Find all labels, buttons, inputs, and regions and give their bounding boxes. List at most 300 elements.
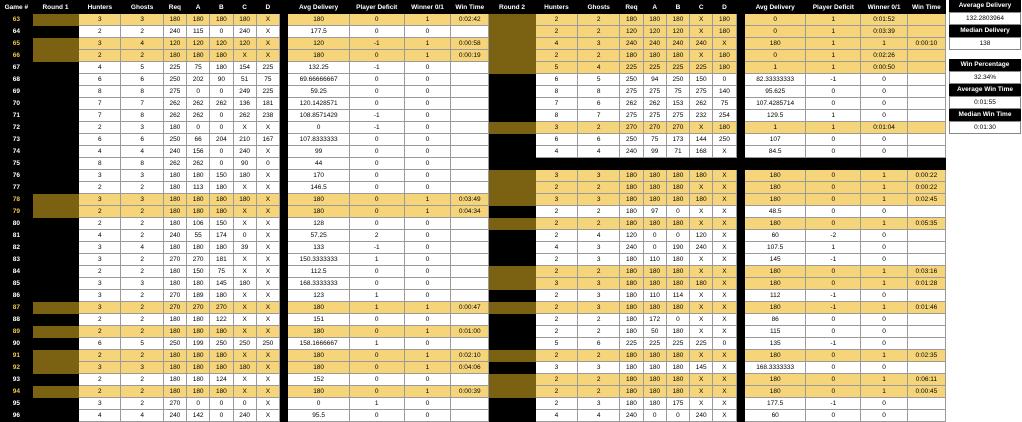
round2-winner-cell[interactable]: 0 [861,362,908,374]
round1-ghosts-cell[interactable]: 8 [121,158,163,170]
round2-winner-cell[interactable]: 1 [861,302,908,314]
round1-winner-cell[interactable]: 1 [404,194,451,206]
median-delivery-value[interactable]: 138 [949,37,1021,50]
round1-winner-cell[interactable]: 0 [404,26,451,38]
round2-b-cell[interactable]: 180 [666,254,689,266]
game-number-cell[interactable]: 82 [1,242,33,254]
round1-c-cell[interactable]: 120 [233,38,256,50]
round1-player-deficit-cell[interactable]: 1 [349,398,404,410]
round2-hunters-cell[interactable]: 2 [535,230,577,242]
round2-req-cell[interactable]: 240 [620,146,643,158]
round2-marker-cell[interactable] [489,374,536,386]
round2-winner-cell[interactable]: 1 [861,374,908,386]
round2-avg-delivery-cell[interactable]: 0 [745,26,806,38]
round1-d-cell[interactable]: X [256,122,279,134]
round2-winner-cell[interactable]: 0 [861,86,908,98]
round1-avg-delivery-cell[interactable]: 0 [288,122,349,134]
round1-hunters-cell[interactable]: 3 [79,254,121,266]
round1-c-cell[interactable]: X [233,350,256,362]
round2-avg-delivery-cell[interactable]: 180 [745,374,806,386]
round2-player-deficit-cell[interactable]: 0 [806,134,861,146]
round2-marker-cell[interactable] [489,254,536,266]
round1-ghosts-cell[interactable]: 4 [121,146,163,158]
round1-a-cell[interactable]: 262 [187,110,210,122]
round1-avg-delivery-cell[interactable]: 150.3333333 [288,254,349,266]
round2-req-cell[interactable]: 180 [620,182,643,194]
round1-c-cell[interactable]: 262 [233,110,256,122]
round1-winner-cell[interactable]: 0 [404,398,451,410]
round2-c-cell[interactable]: 145 [690,362,713,374]
round2-d-cell[interactable]: 0 [713,74,736,86]
round1-a-cell[interactable]: 270 [187,302,210,314]
round2-player-deficit-cell[interactable]: -2 [806,230,861,242]
round2-ghosts-cell[interactable]: 7 [578,110,620,122]
round1-player-deficit-cell[interactable]: -1 [349,38,404,50]
round2-a-cell[interactable]: 240 [643,38,666,50]
round2-player-deficit-cell[interactable]: 0 [806,350,861,362]
round2-a-cell[interactable]: 275 [643,86,666,98]
round2-c-cell[interactable]: X [690,218,713,230]
round2-ghosts-cell[interactable]: 2 [578,218,620,230]
round1-ghosts-cell[interactable]: 2 [121,26,163,38]
round1-player-deficit-cell[interactable]: -1 [349,62,404,74]
round2-winner-cell[interactable]: 0 [861,254,908,266]
round1-win-time-cell[interactable] [451,218,489,230]
round2-c-cell[interactable]: X [690,314,713,326]
round1-hunters-cell[interactable]: 3 [79,242,121,254]
round2-player-deficit-cell[interactable]: 1 [806,50,861,62]
round2-ghosts-cell[interactable]: 3 [578,362,620,374]
round1-winner-cell[interactable]: 0 [404,254,451,266]
round1-winner-cell[interactable]: 1 [404,50,451,62]
round1-avg-delivery-cell[interactable]: 180 [288,386,349,398]
round1-hunters-cell[interactable]: 3 [79,170,121,182]
round2-c-cell[interactable]: X [690,374,713,386]
round2-req-cell[interactable]: 250 [620,74,643,86]
round1-marker-cell[interactable] [32,26,79,38]
round1-a-cell[interactable]: 180 [187,326,210,338]
round2-marker-cell[interactable] [489,230,536,242]
round1-hunters-cell[interactable]: 4 [79,230,121,242]
round2-c-cell[interactable]: 240 [690,242,713,254]
round1-hunters-cell[interactable]: 4 [79,62,121,74]
round2-a-cell[interactable]: 0 [643,242,666,254]
column-header[interactable]: Req [620,1,643,14]
round2-req-cell[interactable]: 180 [620,290,643,302]
round1-player-deficit-cell[interactable]: 0 [349,386,404,398]
round2-a-cell[interactable]: 97 [643,206,666,218]
round1-b-cell[interactable]: 180 [210,182,233,194]
round1-marker-cell[interactable] [32,122,79,134]
round1-b-cell[interactable]: 180 [210,206,233,218]
round2-avg-delivery-cell[interactable]: 107.4285714 [745,98,806,110]
round2-avg-delivery-cell[interactable]: 86 [745,314,806,326]
round1-c-cell[interactable]: X [233,266,256,278]
round2-b-cell[interactable]: 180 [666,218,689,230]
round2-marker-cell[interactable] [489,14,536,26]
round1-a-cell[interactable]: 150 [187,266,210,278]
round1-d-cell[interactable]: 167 [256,134,279,146]
round1-ghosts-cell[interactable]: 2 [121,398,163,410]
round1-d-cell[interactable]: X [256,26,279,38]
round1-winner-cell[interactable]: 0 [404,98,451,110]
round1-a-cell[interactable]: 180 [187,278,210,290]
round2-req-cell[interactable]: 225 [620,338,643,350]
round2-win-time-cell[interactable]: 0:05:35 [907,218,945,230]
round1-avg-delivery-cell[interactable]: 108.8571429 [288,110,349,122]
round2-d-cell[interactable]: X [713,230,736,242]
median-win-time-value[interactable]: 0:01:30 [949,121,1021,134]
round1-c-cell[interactable]: 250 [233,338,256,350]
round1-avg-delivery-cell[interactable]: 95.5 [288,410,349,422]
round1-a-cell[interactable]: 262 [187,98,210,110]
round2-req-cell[interactable]: 180 [620,254,643,266]
round1-hunters-cell[interactable]: 3 [79,194,121,206]
round1-hunters-cell[interactable]: 2 [79,206,121,218]
round2-b-cell[interactable]: 190 [666,242,689,254]
round1-winner-cell[interactable]: 1 [404,206,451,218]
round1-winner-cell[interactable]: 1 [404,350,451,362]
round2-marker-cell[interactable] [489,314,536,326]
round2-d-cell[interactable]: X [713,194,736,206]
round1-d-cell[interactable]: X [256,374,279,386]
round2-ghosts-cell[interactable]: 3 [578,302,620,314]
round2-avg-delivery-cell[interactable]: 95.625 [745,86,806,98]
round2-req-cell[interactable]: 225 [620,62,643,74]
round1-req-cell[interactable]: 180 [163,314,186,326]
round1-hunters-cell[interactable]: 2 [79,182,121,194]
round1-win-time-cell[interactable]: 0:00:39 [451,386,489,398]
round2-avg-delivery-cell[interactable]: 129.5 [745,110,806,122]
round1-marker-cell[interactable] [32,386,79,398]
round2-a-cell[interactable]: 94 [643,74,666,86]
round2-b-cell[interactable]: 180 [666,194,689,206]
round1-player-deficit-cell[interactable]: 0 [349,146,404,158]
round1-player-deficit-cell[interactable]: 0 [349,26,404,38]
round1-marker-cell[interactable] [32,326,79,338]
round1-winner-cell[interactable]: 0 [404,374,451,386]
round2-win-time-cell[interactable]: 0:02:35 [907,350,945,362]
round1-a-cell[interactable]: 115 [187,26,210,38]
round2-b-cell[interactable]: 180 [666,182,689,194]
round2-hunters-cell[interactable]: 2 [535,386,577,398]
round1-ghosts-cell[interactable]: 3 [121,122,163,134]
round1-win-time-cell[interactable] [451,266,489,278]
round1-player-deficit-cell[interactable]: 0 [349,182,404,194]
round2-c-cell[interactable]: 180 [690,278,713,290]
round1-avg-delivery-cell[interactable]: 69.66666667 [288,74,349,86]
round1-hunters-cell[interactable]: 3 [79,290,121,302]
round2-hunters-cell[interactable]: 2 [535,302,577,314]
round1-req-cell[interactable]: 250 [163,74,186,86]
round2-ghosts-cell[interactable]: 2 [578,386,620,398]
round1-hunters-cell[interactable]: 2 [79,266,121,278]
round1-avg-delivery-cell[interactable]: 180 [288,50,349,62]
round1-d-cell[interactable]: X [256,146,279,158]
game-number-cell[interactable]: 91 [1,350,33,362]
round1-winner-cell[interactable]: 0 [404,146,451,158]
round2-b-cell[interactable]: 180 [666,326,689,338]
column-header[interactable]: Game # [1,1,33,14]
round1-avg-delivery-cell[interactable]: 59.25 [288,86,349,98]
game-number-cell[interactable]: 85 [1,278,33,290]
round1-req-cell[interactable]: 180 [163,326,186,338]
game-number-cell[interactable]: 77 [1,182,33,194]
round1-d-cell[interactable]: X [256,254,279,266]
round1-avg-delivery-cell[interactable]: 133 [288,242,349,254]
round1-req-cell[interactable]: 270 [163,254,186,266]
round1-player-deficit-cell[interactable]: 1 [349,338,404,350]
game-number-cell[interactable]: 89 [1,326,33,338]
round1-avg-delivery-cell[interactable]: 99 [288,146,349,158]
round1-avg-delivery-cell[interactable]: 44 [288,158,349,170]
round2-avg-delivery-cell[interactable]: 107 [745,134,806,146]
round2-hunters-cell[interactable]: 8 [535,86,577,98]
round1-hunters-cell[interactable]: 8 [79,158,121,170]
round2-winner-cell[interactable]: 0:00:50 [861,62,908,74]
round1-player-deficit-cell[interactable]: 1 [349,254,404,266]
round1-d-cell[interactable]: 75 [256,74,279,86]
round1-player-deficit-cell[interactable]: 0 [349,266,404,278]
round1-player-deficit-cell[interactable]: 0 [349,50,404,62]
round2-a-cell[interactable]: 180 [643,386,666,398]
round2-player-deficit-cell[interactable]: 0 [806,206,861,218]
game-number-cell[interactable]: 68 [1,74,33,86]
round2-winner-cell[interactable]: 1 [861,386,908,398]
round2-d-cell[interactable]: 250 [713,134,736,146]
round1-hunters-cell[interactable]: 6 [79,338,121,350]
round1-c-cell[interactable]: 240 [233,410,256,422]
round1-ghosts-cell[interactable]: 5 [121,338,163,350]
round1-c-cell[interactable]: 180 [233,278,256,290]
round1-b-cell[interactable]: 180 [210,194,233,206]
round2-b-cell[interactable]: 114 [666,290,689,302]
round1-b-cell[interactable]: 180 [210,14,233,26]
round1-winner-cell[interactable]: 0 [404,278,451,290]
round1-win-time-cell[interactable] [451,86,489,98]
round2-winner-cell[interactable]: 0 [861,74,908,86]
round1-win-time-cell[interactable] [451,182,489,194]
round2-b-cell[interactable]: 225 [666,338,689,350]
round1-hunters-cell[interactable]: 2 [79,374,121,386]
round1-b-cell[interactable]: 180 [210,386,233,398]
round2-b-cell[interactable]: 180 [666,50,689,62]
column-header[interactable]: A [187,1,210,14]
round1-marker-cell[interactable] [32,110,79,122]
round1-player-deficit-cell[interactable]: 0 [349,314,404,326]
column-header[interactable]: Hunters [535,1,577,14]
round1-a-cell[interactable]: 180 [187,170,210,182]
round1-marker-cell[interactable] [32,374,79,386]
round2-hunters-cell[interactable]: 2 [535,350,577,362]
round1-marker-cell[interactable] [32,14,79,26]
round1-player-deficit-cell[interactable]: 0 [349,134,404,146]
round1-req-cell[interactable]: 180 [163,350,186,362]
round2-player-deficit-cell[interactable]: 1 [806,110,861,122]
round1-req-cell[interactable]: 180 [163,194,186,206]
round2-win-time-cell[interactable] [907,110,945,122]
round1-a-cell[interactable]: 180 [187,386,210,398]
round2-d-cell[interactable]: 254 [713,110,736,122]
round1-c-cell[interactable]: 180 [233,362,256,374]
round2-req-cell[interactable]: 240 [620,410,643,422]
round2-player-deficit-cell[interactable]: 0 [806,182,861,194]
round1-avg-delivery-cell[interactable]: 180 [288,326,349,338]
round2-ghosts-cell[interactable]: 2 [578,326,620,338]
round2-winner-cell[interactable]: 0:01:04 [861,122,908,134]
round1-avg-delivery-cell[interactable]: 168.3333333 [288,278,349,290]
round2-a-cell[interactable]: 262 [643,98,666,110]
round1-req-cell[interactable]: 180 [163,242,186,254]
round2-a-cell[interactable]: 270 [643,122,666,134]
round1-ghosts-cell[interactable]: 3 [121,278,163,290]
round2-hunters-cell[interactable]: 2 [535,398,577,410]
round2-win-time-cell[interactable]: 0:00:22 [907,182,945,194]
round1-hunters-cell[interactable]: 4 [79,146,121,158]
round1-d-cell[interactable]: 0 [256,158,279,170]
round2-avg-delivery-cell[interactable]: 180 [745,194,806,206]
round2-winner-cell[interactable]: 1 [861,278,908,290]
round2-a-cell[interactable]: 120 [643,26,666,38]
round1-b-cell[interactable]: 180 [210,242,233,254]
round2-c-cell[interactable]: X [690,386,713,398]
round1-ghosts-cell[interactable]: 2 [121,326,163,338]
round1-d-cell[interactable]: X [256,170,279,182]
round1-marker-cell[interactable] [32,278,79,290]
round2-req-cell[interactable]: 120 [620,26,643,38]
round2-req-cell[interactable]: 180 [620,386,643,398]
round1-avg-delivery-cell[interactable]: 57.25 [288,230,349,242]
round2-c-cell[interactable]: 275 [690,86,713,98]
round2-c-cell[interactable]: X [690,350,713,362]
round2-b-cell[interactable]: 175 [666,398,689,410]
round1-player-deficit-cell[interactable]: 0 [349,86,404,98]
round2-marker-cell[interactable] [489,398,536,410]
round2-ghosts-cell[interactable]: 2 [578,314,620,326]
round1-a-cell[interactable]: 0 [187,122,210,134]
round2-b-cell[interactable]: 0 [666,410,689,422]
round1-a-cell[interactable]: 202 [187,74,210,86]
round1-marker-cell[interactable] [32,134,79,146]
round1-req-cell[interactable]: 240 [163,26,186,38]
column-header[interactable]: Round 2 [489,1,536,14]
round2-hunters-cell[interactable]: 2 [535,206,577,218]
round2-win-time-cell[interactable] [907,122,945,134]
round2-b-cell[interactable]: 71 [666,146,689,158]
round1-req-cell[interactable]: 180 [163,374,186,386]
round1-d-cell[interactable]: X [256,386,279,398]
round2-winner-cell[interactable]: 0 [861,398,908,410]
round2-avg-delivery-cell[interactable]: 112 [745,290,806,302]
round1-player-deficit-cell[interactable]: 0 [349,374,404,386]
round2-win-time-cell[interactable]: 0:06:11 [907,374,945,386]
round2-d-cell[interactable]: 0 [713,338,736,350]
round1-b-cell[interactable]: 180 [210,50,233,62]
round1-marker-cell[interactable] [32,206,79,218]
round2-avg-delivery-cell[interactable]: 60 [745,230,806,242]
round2-b-cell[interactable]: 180 [666,266,689,278]
round2-hunters-cell[interactable]: 2 [535,254,577,266]
round2-winner-cell[interactable]: 0 [861,314,908,326]
round1-c-cell[interactable]: 0 [233,398,256,410]
round2-ghosts-cell[interactable]: 3 [578,194,620,206]
round2-a-cell[interactable]: 180 [643,302,666,314]
round2-marker-cell[interactable] [489,86,536,98]
round2-hunters-cell[interactable]: 3 [535,194,577,206]
round1-avg-delivery-cell[interactable]: 107.8333333 [288,134,349,146]
round2-c-cell[interactable]: X [690,398,713,410]
round2-winner-cell[interactable]: 0 [861,110,908,122]
round2-c-cell[interactable]: 240 [690,410,713,422]
round1-b-cell[interactable]: 0 [210,158,233,170]
round1-b-cell[interactable]: 120 [210,38,233,50]
game-number-cell[interactable]: 83 [1,254,33,266]
round2-player-deficit-cell[interactable]: 1 [806,242,861,254]
round2-winner-cell[interactable]: 1 [861,218,908,230]
round1-marker-cell[interactable] [32,38,79,50]
round2-b-cell[interactable]: 180 [666,374,689,386]
round1-b-cell[interactable]: 174 [210,230,233,242]
column-header[interactable]: Player Deficit [806,1,861,14]
round2-player-deficit-cell[interactable]: 0 [806,314,861,326]
round1-c-cell[interactable]: X [233,314,256,326]
round2-win-time-cell[interactable] [907,290,945,302]
round1-winner-cell[interactable]: 0 [404,266,451,278]
round1-hunters-cell[interactable]: 3 [79,38,121,50]
round2-b-cell[interactable]: 180 [666,350,689,362]
round2-marker-cell[interactable] [489,290,536,302]
round2-avg-delivery-cell[interactable]: 177.5 [745,398,806,410]
round2-win-time-cell[interactable] [907,254,945,266]
round1-marker-cell[interactable] [32,242,79,254]
round1-player-deficit-cell[interactable]: 0 [349,194,404,206]
round2-win-time-cell[interactable]: 0:00:10 [907,38,945,50]
round2-ghosts-cell[interactable]: 4 [578,410,620,422]
round1-c-cell[interactable]: X [233,206,256,218]
round1-hunters-cell[interactable]: 2 [79,326,121,338]
round1-ghosts-cell[interactable]: 2 [121,386,163,398]
round2-avg-delivery-cell[interactable]: 1 [745,62,806,74]
round1-req-cell[interactable]: 180 [163,14,186,26]
round1-player-deficit-cell[interactable]: 0 [349,362,404,374]
round1-winner-cell[interactable]: 1 [404,302,451,314]
round2-a-cell[interactable]: 180 [643,374,666,386]
round1-d-cell[interactable]: X [256,398,279,410]
round2-win-time-cell[interactable] [907,50,945,62]
round2-hunters-cell[interactable]: 2 [535,182,577,194]
round2-a-cell[interactable]: 180 [643,362,666,374]
round2-ghosts-cell[interactable]: 2 [578,122,620,134]
round2-c-cell[interactable]: 225 [690,62,713,74]
round2-req-cell[interactable]: 275 [620,86,643,98]
round1-hunters-cell[interactable]: 2 [79,122,121,134]
round2-avg-delivery-cell[interactable]: 82.33333333 [745,74,806,86]
round1-c-cell[interactable]: 240 [233,146,256,158]
round2-hunters-cell[interactable]: 2 [535,326,577,338]
round2-req-cell[interactable]: 120 [620,230,643,242]
round2-avg-delivery-cell[interactable]: 180 [745,218,806,230]
round2-hunters-cell[interactable]: 5 [535,338,577,350]
round2-ghosts-cell[interactable]: 3 [578,398,620,410]
round1-winner-cell[interactable]: 0 [404,242,451,254]
round2-ghosts-cell[interactable]: 8 [578,86,620,98]
round2-marker-cell[interactable] [489,134,536,146]
round2-req-cell[interactable]: 180 [620,206,643,218]
round2-player-deficit-cell[interactable]: -1 [806,338,861,350]
round2-ghosts-cell[interactable]: 3 [578,170,620,182]
game-number-cell[interactable]: 65 [1,38,33,50]
round1-ghosts-cell[interactable]: 6 [121,74,163,86]
